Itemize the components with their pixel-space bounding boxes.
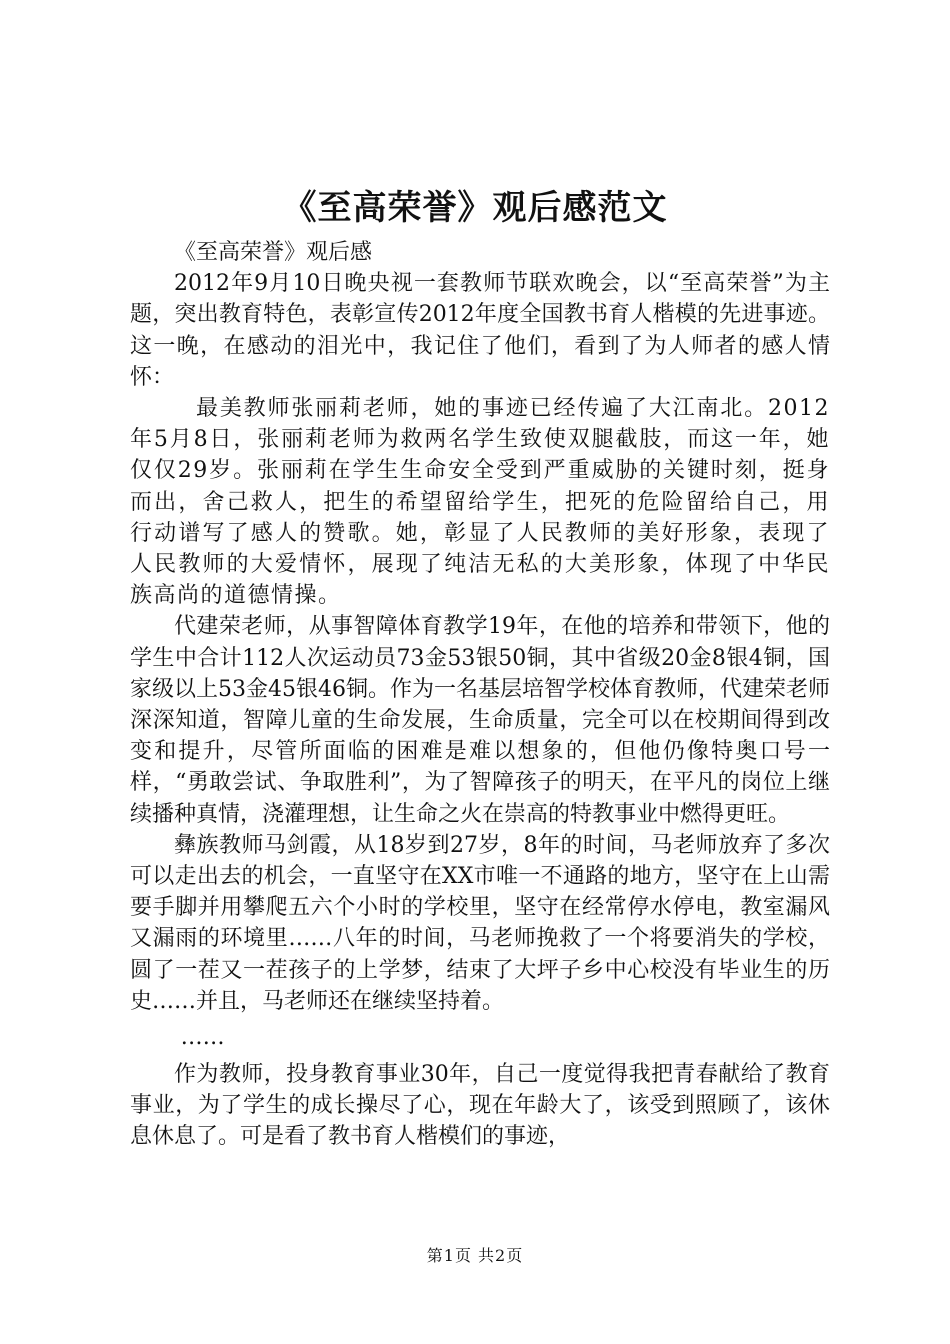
paragraph-ma-jianxia: 彝族教师马剑霞，从18岁到27岁，8年的时间，马老师放弃了多次可以走出去的机会，一直坚守在XX市唯一不通路的地方，坚守在上山需要手脚并用攀爬五六个小时的学校里，坚守在经常停水停电，教室漏风又漏雨的环境里……八年的时间，马老师挽救了一个将要消失的学校，圆了一茬又一茬孩子的上学梦，结束了大坪子乡中心校没有毕业生的历史……并且，马老师还在继续坚持着。 <box>130 832 830 1014</box>
paragraph-reflection: 作为教师，投身教育事业30年，自己一度觉得我把青春献给了教育事业，为了学生的成长操尽了心，现在年龄大了，该受到照顾了，该休息休息了。可是看了教书育人楷模们的事迹， <box>130 1062 830 1150</box>
ellipsis-line: …… <box>180 1025 225 1051</box>
essay-subtitle: 《至高荣誉》观后感 <box>174 240 373 265</box>
paragraph-zhang-lili: 最美教师张丽莉老师，她的事迹已经传遍了大江南北。2012年5月8日，张丽莉老师为救两名学生致使双腿截肢，而这一年，她仅仅29岁。张丽莉在学生生命安全受到严重威胁的关键时刻，挺身而出，舍己救人，把生的希望留给学生，把死的危险留给自己，用行动谱写了感人的赞歌。她，彰显了人民教师的美好形象，表现了人民教师的大爱情怀，展现了纯洁无私的大美形象，体现了中华民族高尚的道德情操。 <box>130 396 830 609</box>
page-footer: 第1页 共2页 <box>426 1246 524 1265</box>
document-title: 《至高荣誉》观后感范文 <box>282 188 668 228</box>
paragraph-dai-jianrong: 代建荣老师，从事智障体育教学19年，在他的培养和带领下，他的学生中合计112人次运动员73金53银50铜，其中省级20金8银4铜，国家级以上53金45银46铜。作为一名基层培智学校体育教师，代建荣老师深深知道，智障儿童的生命发展，生命质量，完全可以在校期间得到改变和提升，尽管所面临的困难是难以想象的，但他仍像特奥口号一样，“勇敢尝试、争取胜利”，为了智障孩子的明天，在平凡的岗位上继续播种真情，浇灌理想，让生命之火在崇高的特教事业中燃得更旺。 <box>130 614 830 827</box>
paragraph-intro: 2012年9月10日晚央视一套教师节联欢晚会，以“至高荣誉”为主题，突出教育特色，表彰宣传2012年度全国教书育人楷模的先进事迹。这一晚，在感动的泪光中，我记住了他们，看到了为人师者的感人情怀： <box>130 271 830 390</box>
document-body <box>130 237 830 1153</box>
